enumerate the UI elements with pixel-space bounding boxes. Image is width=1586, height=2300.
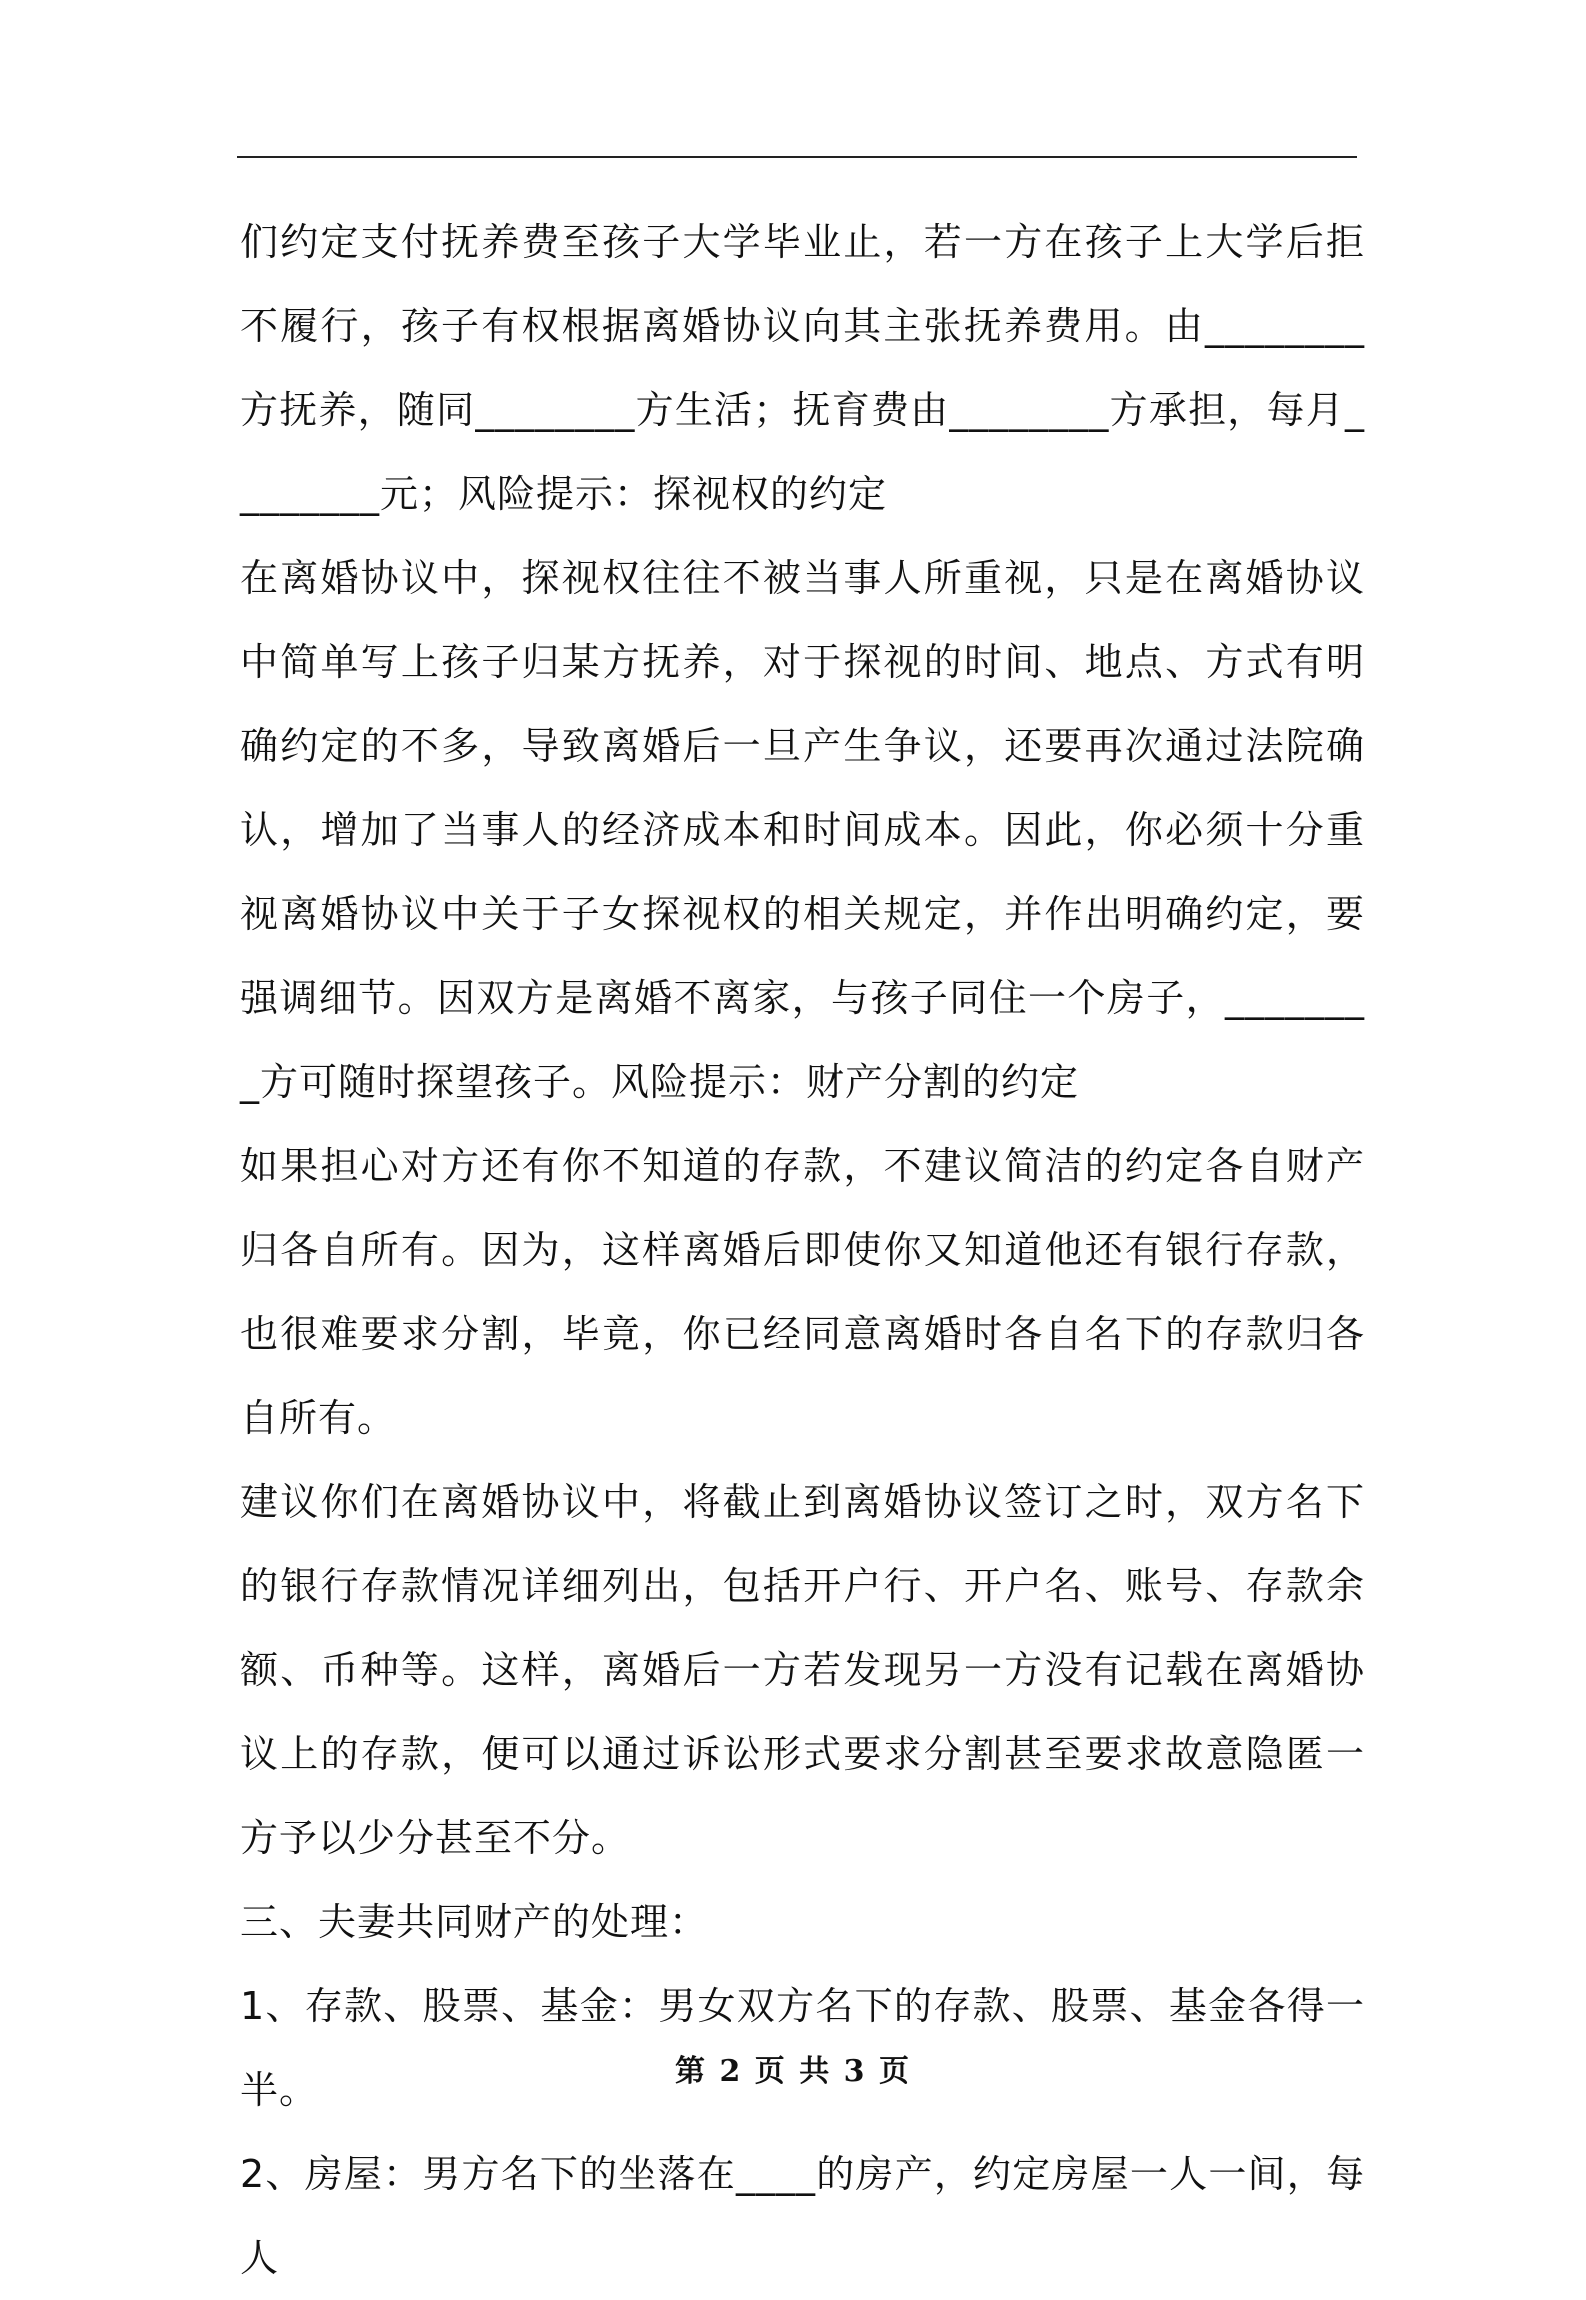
section-heading-joint-property: 三、夫妻共同财产的处理：: [240, 1900, 709, 1944]
paragraph-list-bank-deposits: 建议你们在离婚协议中，将截止到离婚协议签订之时，双方名下的银行存款情况详细列出，包括开户行、开户名、账号、存款余额、币种等。这样，离婚后一方若发现另一方没有记载在离婚协议上的存款，便可以通过诉讼形式要求分割甚至要求故意隐匿一方予以少分甚至不分。: [240, 1480, 1365, 1860]
page-number-footer: 第 2 页 共 3 页: [675, 2054, 911, 2089]
document-body: [240, 200, 1365, 2300]
paragraph-visitation-rights: 在离婚协议中，探视权往往不被当事人所重视，只是在离婚协议中简单写上孩子归某方抚养，对于探视的时间、地点、方式有明确约定的不多，导致离婚后一旦产生争议，还要再次通过法院确认，增加了当事人的经济成本和时间成本。因此，你必须十分重视离婚协议中关于子女探视权的相关规定，并作出明确约定，要强调细节。因双方是离婚不离家，与孩子同住一个房子，________方可随时探望孩子。风险提示：财产分割的约定: [240, 556, 1365, 1104]
header-divider: [237, 156, 1357, 158]
list-item-savings-stocks-funds: 1、存款、股票、基金：男女双方名下的存款、股票、基金各得一半。: [240, 1984, 1365, 2112]
paragraph-hidden-savings: 如果担心对方还有你不知道的存款，不建议简洁的约定各自财产归各自所有。因为，这样离婚后即使你又知道他还有银行存款，也很难要求分割，毕竟，你已经同意离婚时各自名下的存款归各自所有。: [240, 1144, 1365, 1440]
paragraph-child-support: 们约定支付抚养费至孩子大学毕业止，若一方在孩子上大学后拒不履行，孩子有权根据离婚协议向其主张抚养费用。由________方抚养，随同________方生活；抚育费由________方承担，每月________元；风险提示：探视权的约定: [240, 220, 1365, 516]
list-item-house: 2、房屋：男方名下的坐落在____的房产，约定房屋一人一间，每人: [240, 2152, 1365, 2280]
